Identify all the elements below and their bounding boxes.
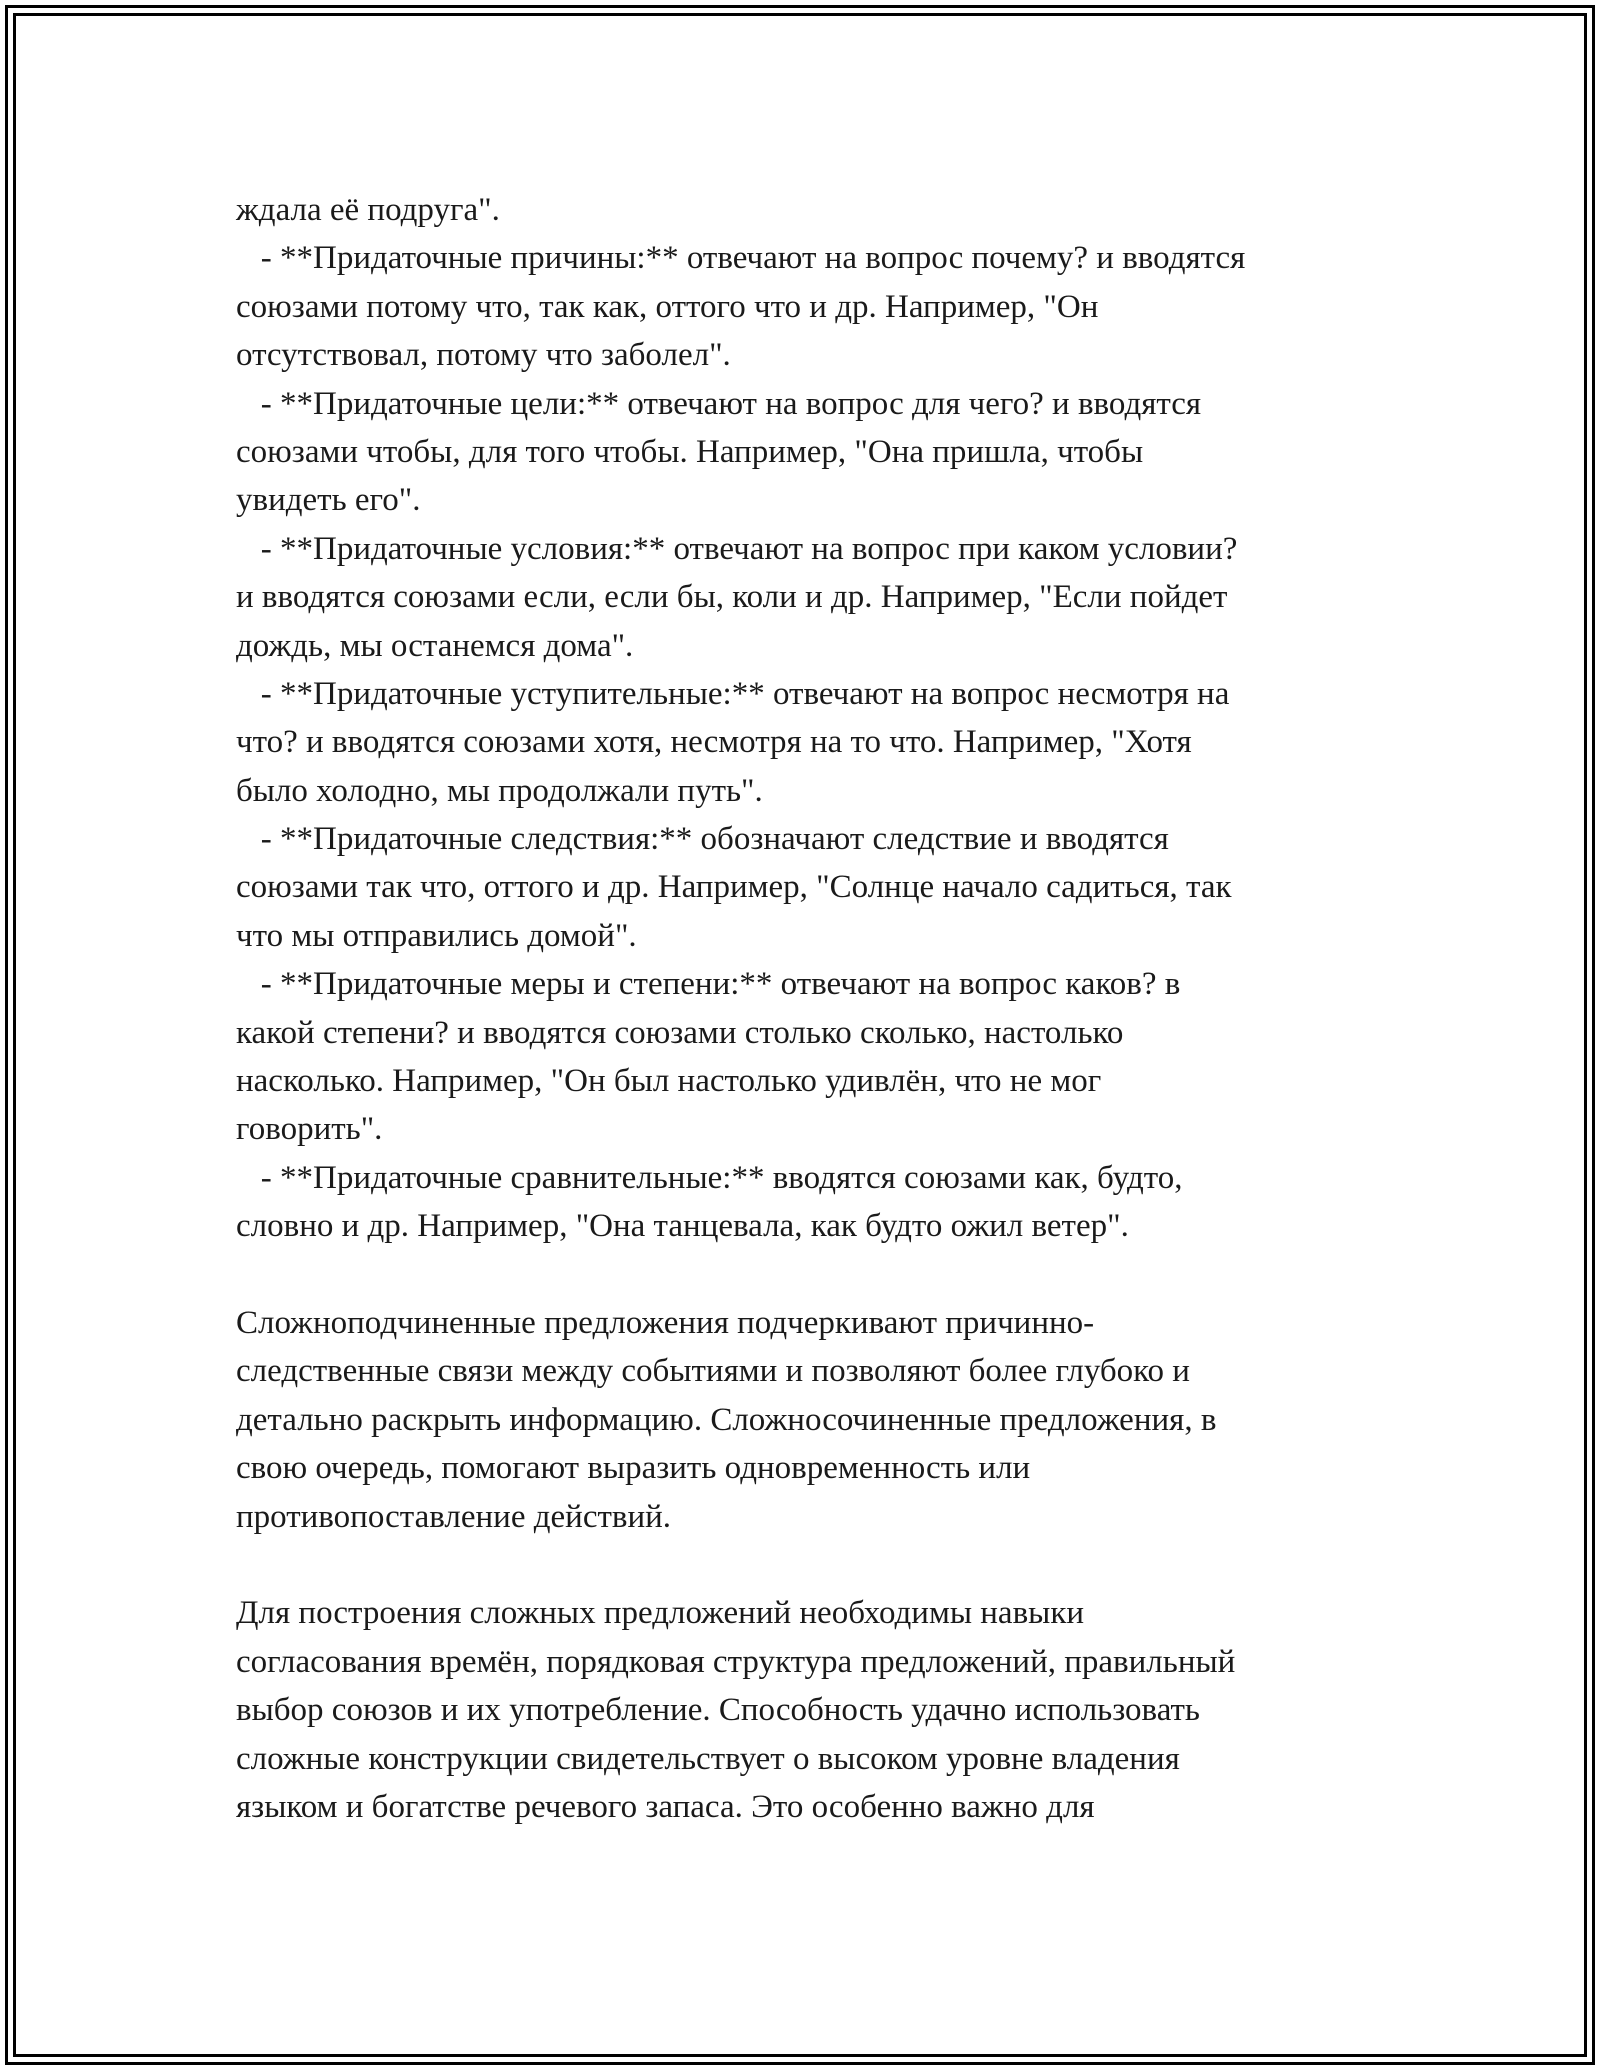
paragraph-gap (236, 1541, 1386, 1589)
text-line: насколько. Например, "Он был настолько удивлён, что не мог (236, 1063, 1102, 1100)
text-line: союзами чтобы, для того чтобы. Например, "Она пришла, чтобы (236, 433, 1144, 470)
text-line: согласования времён, порядковая структура предложений, правильный (236, 1643, 1236, 1680)
text-line: дождь, мы останемся дома". (236, 627, 634, 664)
text-line: отсутствовал, потому что заболел". (236, 337, 731, 374)
document-body (236, 186, 1386, 1831)
text-line: следственные связи между событиями и позволяют более глубоко и (236, 1353, 1190, 1390)
text-line: и вводятся союзами если, если бы, коли и др. Например, "Если пойдет (236, 579, 1228, 616)
text-line: ждала её подруга". (236, 192, 500, 228)
text-line: было холодно, мы продолжали путь". (236, 772, 763, 809)
text-line: союзами потому что, так как, оттого что и др. Например, "Он (236, 288, 1099, 325)
text-line: что мы отправились домой". (236, 917, 637, 954)
text-line: языком и богатстве речевого запаса. Это особенно важно для (236, 1788, 1095, 1825)
text-line: - **Придаточные условия:** отвечают на вопрос при каком условии? (236, 530, 1238, 567)
text-line: словно и др. Например, "Она танцевала, как будто ожил ветер". (236, 1208, 1129, 1245)
text-line: сложные конструкции свидетельствует о высоком уровне владения (236, 1740, 1180, 1777)
text-line: - **Придаточные сравнительные:** вводятся союзами как, будто, (236, 1159, 1183, 1196)
text-line: говорить". (236, 1111, 383, 1148)
text-line: выбор союзов и их употребление. Способность удачно использовать (236, 1692, 1200, 1729)
text-line: - **Придаточные меры и степени:** отвечают на вопрос каков? в (236, 966, 1181, 1003)
text-line: противопоставление действий. (236, 1498, 672, 1535)
text-line: союзами так что, оттого и др. Например, "Солнце начало садиться, так (236, 869, 1232, 906)
text-line: - **Придаточные цели:** отвечают на вопрос для чего? и вводятся (236, 385, 1202, 422)
text-line: какой степени? и вводятся союзами столько сколько, настолько (236, 1014, 1124, 1051)
text-line: Для построения сложных предложений необходимы навыки (236, 1595, 1085, 1632)
text-line: Сложноподчиненные предложения подчеркивают причинно- (236, 1304, 1095, 1341)
text-line: - **Придаточные причины:** отвечают на вопрос почему? и вводятся (236, 240, 1246, 277)
paragraph-gap (236, 1251, 1386, 1299)
text-line: свою очередь, помогают выразить одновременность или (236, 1450, 1031, 1487)
text-line: увидеть его". (236, 482, 421, 519)
text-line: - **Придаточные следствия:** обозначают следствие и вводятся (236, 821, 1169, 858)
text-line: детально раскрыть информацию. Сложносочиненные предложения, в (236, 1401, 1217, 1438)
text-line: - **Придаточные уступительные:** отвечают на вопрос несмотря на (236, 675, 1230, 712)
text-line: что? и вводятся союзами хотя, несмотря на то что. Например, "Хотя (236, 724, 1192, 761)
